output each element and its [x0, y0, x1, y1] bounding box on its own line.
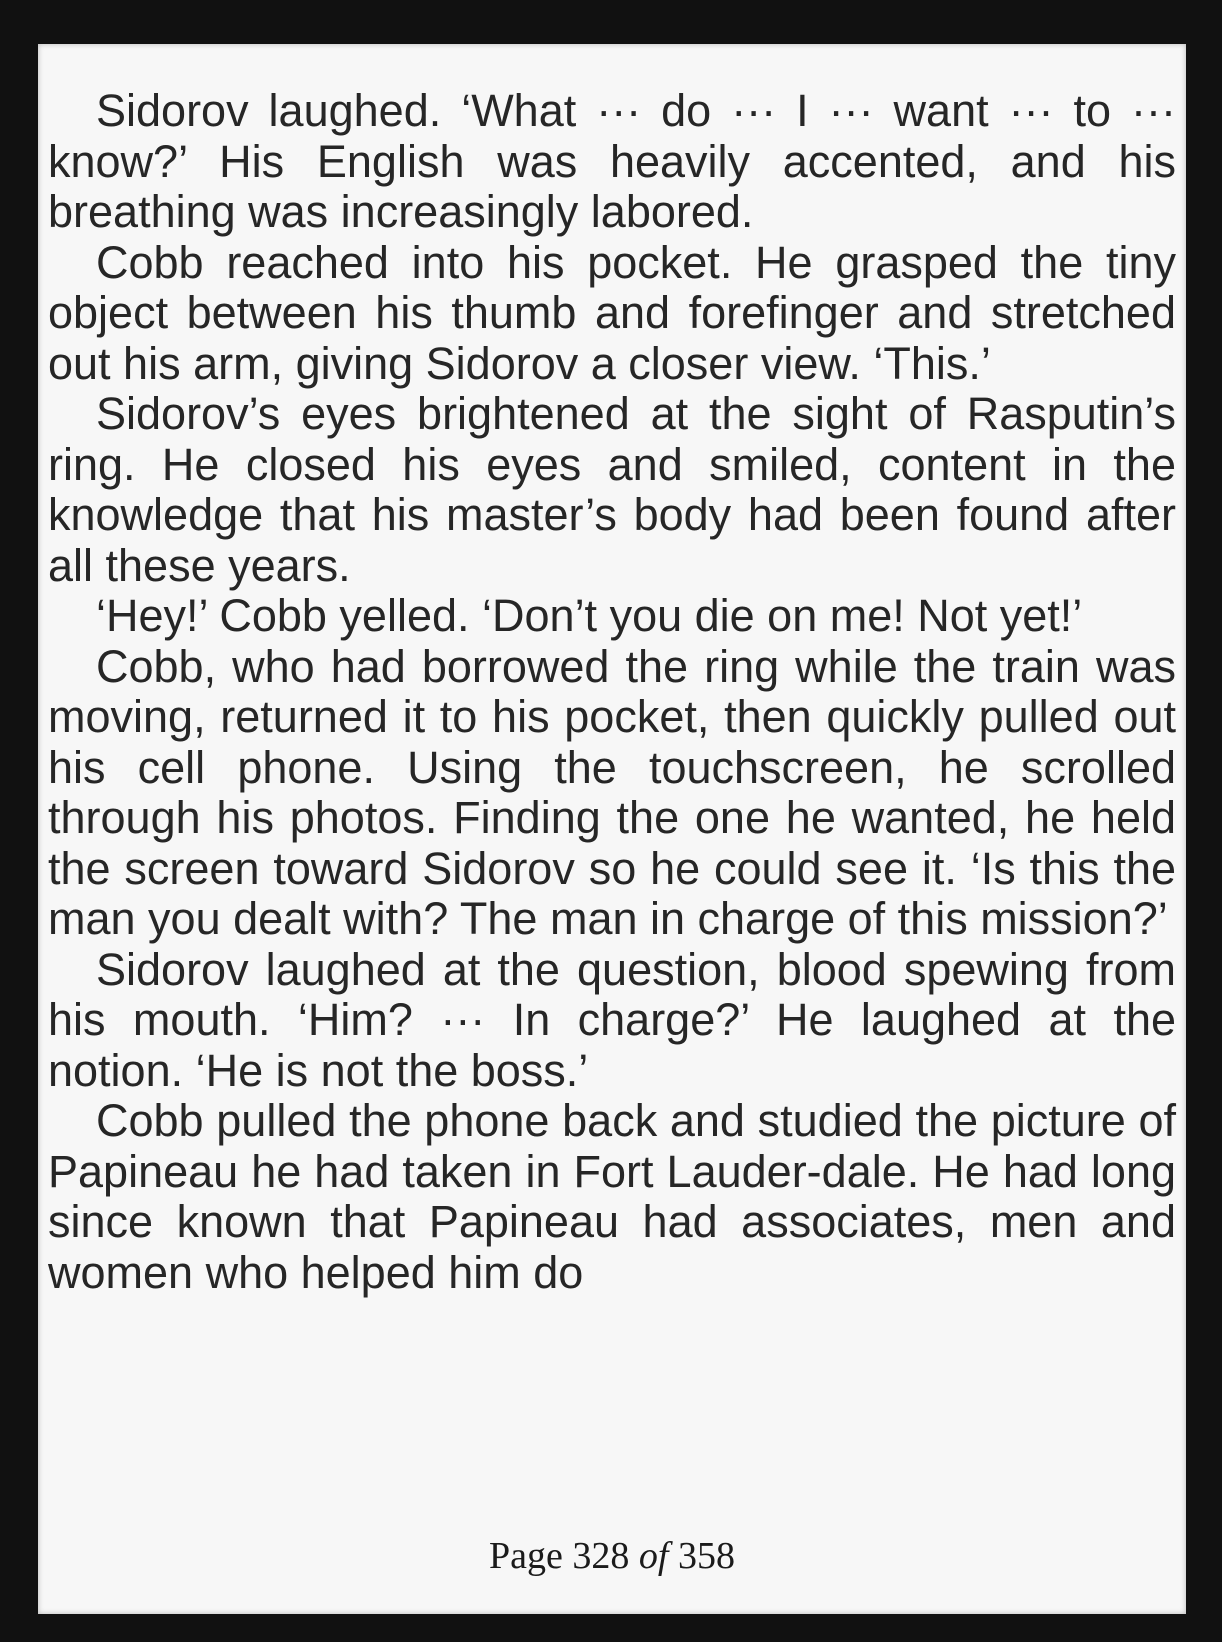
paragraph: Sidorov laughed. ‘What ··· do ··· I ··· want ··· to ··· know?’ His English was heavily accented, and his breathing was increasingly labored. [48, 85, 1176, 237]
paragraph: Cobb, who had borrowed the ring while the train was moving, returned it to his pocket, then quickly pulled out his cell phone. Using the touchscreen, he scrolled through his photos. Finding the one he wanted, he held the screen toward Sidorov so he could see it. ‘Is this the man you dealt with? The man in charge of this mission?’ [48, 640, 1176, 944]
of-word: of [638, 1535, 669, 1577]
paragraph: ‘Hey!’ Cobb yelled. ‘Don’t you die on me! Not yet!’ [96, 590, 1083, 641]
reader-page [38, 44, 1186, 1614]
page-indicator [38, 1534, 1186, 1578]
paragraph: Sidorov’s eyes brightened at the sight of Rasputin’s ring. He closed his eyes and smiled, content in the knowledge that his master’s body had been found after all these years. [48, 388, 1176, 591]
paragraph: Cobb pulled the phone back and studied the picture of Papineau he had taken in Fort Lauder-dale. He had long since known that Papineau had associates, men and women who helped him do [48, 1095, 1176, 1298]
total-pages-number: 358 [677, 1535, 735, 1577]
paragraph: Cobb reached into his pocket. He grasped the tiny object between his thumb and forefinger and stretched out his arm, giving Sidorov a closer view. ‘This.’ [48, 236, 1176, 389]
paragraph: Sidorov laughed at the question, blood spewing from his mouth. ‘Him? ··· In charge?’ He laughed at the notion. ‘He is not the boss.’ [48, 943, 1176, 1096]
current-page-number: 328 [572, 1535, 630, 1577]
body-text [48, 86, 1176, 1298]
page-word: Page [489, 1535, 563, 1577]
